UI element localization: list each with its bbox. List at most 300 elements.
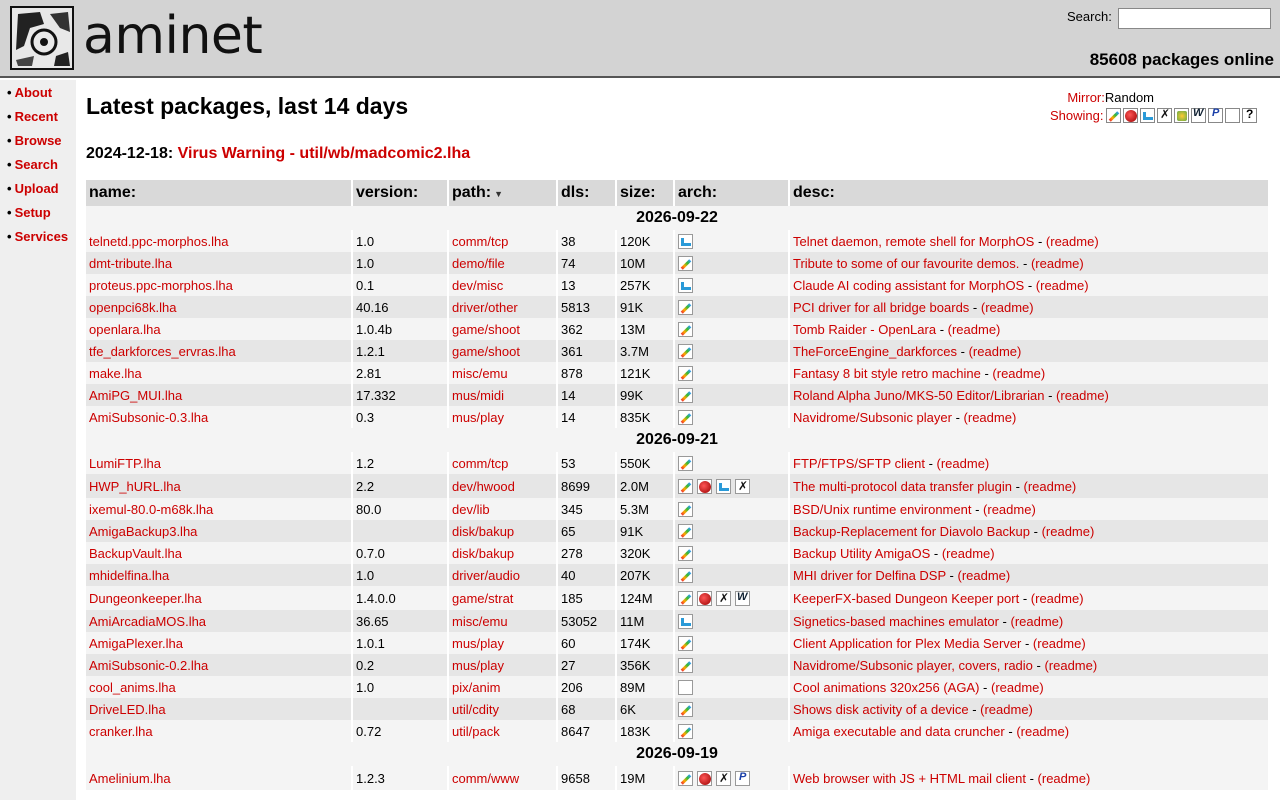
downloads-value: 5813 (561, 299, 590, 315)
header-size[interactable]: size: (617, 180, 675, 206)
downloads-value: 60 (561, 635, 576, 651)
size-cell (617, 384, 675, 406)
aminet-logo-icon[interactable] (10, 6, 74, 70)
downloads-value: 14 (561, 387, 576, 403)
path-link[interactable]: driver/other (452, 299, 518, 315)
description-link[interactable]: Signetics-based machines emulator (793, 613, 999, 629)
version-value: 40.16 (356, 299, 389, 315)
size-value: 120K (620, 233, 651, 249)
blank-filter-icon[interactable] (1225, 108, 1240, 123)
path-cell (449, 362, 558, 384)
package-name-link[interactable]: AmiArcadiaMOS.lha (89, 613, 207, 629)
readme-link[interactable]: (readme) (1030, 255, 1084, 271)
package-name-cell (86, 698, 353, 720)
os3-arch-icon (678, 322, 693, 337)
table-header-row (86, 180, 1270, 206)
description-link[interactable]: Roland Alpha Juno/MKS-50 Editor/Librarian (793, 387, 1045, 403)
separator: - (998, 613, 1011, 629)
package-name-link[interactable]: Dungeonkeeper.lha (89, 590, 202, 606)
size-value: 121K (620, 365, 651, 381)
path-link[interactable]: util/cdity (452, 701, 499, 717)
table-row (86, 498, 1270, 520)
separator: - (951, 409, 964, 425)
separator: - (968, 701, 981, 717)
downloads-cell (558, 586, 617, 610)
table-row (86, 610, 1270, 632)
sidebar-link-upload[interactable]: Upload (14, 181, 59, 196)
path-link[interactable]: mus/play (452, 657, 505, 673)
readme-link[interactable]: (readme) (1016, 723, 1070, 739)
description-link[interactable]: The multi-protocol data transfer plugin (793, 478, 1012, 494)
downloads-cell (558, 318, 617, 340)
package-name-cell (86, 406, 353, 428)
site-logo-text[interactable]: aminet (83, 6, 263, 66)
path-link[interactable]: util/pack (452, 723, 500, 739)
path-link[interactable]: demo/file (452, 255, 505, 271)
os4-arch-icon (697, 771, 712, 786)
version-value: 1.0 (356, 567, 375, 583)
morphos-arch-icon (678, 234, 693, 249)
readme-link[interactable]: (readme) (941, 545, 995, 561)
unknown-filter-icon[interactable] (1242, 108, 1257, 123)
version-cell (353, 498, 449, 520)
separator: - (1030, 523, 1042, 539)
arch-cell (675, 474, 790, 498)
bullet: • (7, 85, 12, 100)
readme-link[interactable]: (readme) (957, 567, 1011, 583)
downloads-cell (558, 474, 617, 498)
separator: - (1004, 723, 1017, 739)
description-link[interactable]: Web browser with JS + HTML mail client (793, 770, 1026, 786)
description-cell (790, 676, 1270, 698)
path-cell (449, 610, 558, 632)
package-name-cell (86, 318, 353, 340)
description-link[interactable]: Backup-Replacement for Diavolo Backup (793, 523, 1031, 539)
path-cell (449, 632, 558, 654)
sidebar-link-browse[interactable]: Browse (14, 133, 62, 148)
downloads-cell (558, 520, 617, 542)
version-value: 1.2.3 (356, 770, 385, 786)
version-cell (353, 654, 449, 676)
sidebar-item-browse[interactable] (7, 133, 62, 149)
package-name-cell (86, 520, 353, 542)
table-row (86, 676, 1270, 698)
version-cell (353, 632, 449, 654)
description-cell (790, 318, 1270, 340)
size-value: 3.7M (620, 343, 649, 359)
table-row (86, 340, 1270, 362)
sidebar-link-setup[interactable]: Setup (14, 205, 51, 220)
version-cell (353, 564, 449, 586)
readme-link[interactable]: (readme) (1037, 770, 1091, 786)
package-name-cell (86, 384, 353, 406)
package-name-link[interactable]: ixemul-80.0-m68k.lha (89, 501, 214, 517)
package-name-link[interactable]: AmiSubsonic-0.3.lha (89, 409, 209, 425)
arch-icons (678, 724, 785, 739)
header-arch[interactable]: arch: (675, 180, 790, 206)
mirror-selector[interactable] (1067, 90, 1154, 105)
warpos-arch-icon (735, 591, 750, 606)
package-name-cell (86, 766, 353, 790)
size-value: 174K (620, 635, 651, 651)
readme-link[interactable]: (readme) (963, 409, 1017, 425)
table-row (86, 362, 1270, 384)
path-cell (449, 274, 558, 296)
arch-cell (675, 498, 790, 520)
bullet: • (7, 109, 12, 124)
morphos-arch-icon (678, 614, 693, 629)
package-name-link[interactable]: AmiPG_MUI.lha (89, 387, 183, 403)
sidebar-item-services[interactable] (7, 229, 68, 245)
sidebar-link-about[interactable]: About (14, 85, 53, 100)
os4-arch-icon (697, 479, 712, 494)
readme-link[interactable]: (readme) (980, 701, 1033, 717)
table-row (86, 564, 1270, 586)
date-group-row (86, 742, 1270, 766)
header-path[interactable] (449, 180, 558, 206)
version-cell (353, 384, 449, 406)
size-cell (617, 698, 675, 720)
version-value: 2.2 (356, 478, 375, 494)
package-name-cell (86, 362, 353, 384)
bullet: • (7, 205, 12, 220)
arch-icons (678, 234, 785, 249)
version-cell (353, 274, 449, 296)
size-cell (617, 632, 675, 654)
path-cell (449, 340, 558, 362)
size-value: 89M (620, 679, 646, 695)
sidebar-item-upload[interactable] (7, 181, 59, 197)
size-value: 207K (620, 567, 651, 583)
size-cell (617, 406, 675, 428)
path-link[interactable]: game/shoot (452, 321, 520, 337)
downloads-value: 65 (561, 523, 576, 539)
arch-icons (678, 614, 785, 629)
description-link[interactable]: Amiga executable and data cruncher (793, 723, 1005, 739)
path-link[interactable]: comm/tcp (452, 233, 509, 249)
package-name-link[interactable]: openlara.lha (89, 321, 161, 337)
size-cell (617, 676, 675, 698)
package-name-link[interactable]: HWP_hURL.lha (89, 478, 181, 494)
mirror-label[interactable]: Mirror: (1067, 90, 1105, 105)
aros-filter-icon[interactable] (1157, 108, 1172, 123)
path-cell (449, 586, 558, 610)
size-value: 5.3M (620, 501, 649, 517)
downloads-value: 53052 (561, 613, 598, 629)
downloads-value: 13 (561, 277, 576, 293)
package-count: 85608 packages online (1089, 50, 1274, 69)
table-row (86, 252, 1270, 274)
version-value: 0.2 (356, 657, 375, 673)
search-input[interactable] (1118, 8, 1271, 29)
version-cell (353, 542, 449, 564)
package-name-link[interactable]: AmiSubsonic-0.2.lha (89, 657, 209, 673)
package-name-cell (86, 676, 353, 698)
downloads-value: 345 (561, 501, 583, 517)
package-table-body (86, 206, 1270, 790)
readme-link[interactable]: (readme) (992, 365, 1046, 381)
package-name-cell (86, 610, 353, 632)
path-link[interactable]: comm/www (452, 770, 520, 786)
downloads-cell (558, 362, 617, 384)
description-link[interactable]: Telnet daemon, remote shell for MorphOS (793, 233, 1035, 249)
package-name-link[interactable]: Amelinium.lha (89, 770, 171, 786)
package-name-link[interactable]: openpci68k.lha (89, 299, 177, 315)
path-cell (449, 564, 558, 586)
readme-link[interactable]: (readme) (983, 501, 1036, 517)
os3-arch-icon (678, 388, 693, 403)
description-link[interactable]: MHI driver for Delfina DSP (793, 567, 946, 583)
os3-arch-icon (678, 366, 693, 381)
os3-arch-icon (678, 636, 693, 651)
path-link[interactable]: mus/midi (452, 387, 505, 403)
morphos-filter-icon[interactable] (1140, 108, 1155, 123)
path-link[interactable]: dev/lib (452, 501, 490, 517)
table-row (86, 586, 1270, 610)
table-row (86, 520, 1270, 542)
description-cell (790, 252, 1270, 274)
sidebar-item-setup[interactable] (7, 205, 51, 221)
path-link[interactable]: disk/bakup (452, 545, 515, 561)
size-cell (617, 720, 675, 742)
version-value: 1.0 (356, 233, 375, 249)
downloads-cell (558, 542, 617, 564)
description-link[interactable]: Claude AI coding assistant for MorphOS (793, 277, 1025, 293)
date-group-label: 2026-09-19 (86, 742, 1270, 766)
size-value: 91K (620, 299, 644, 315)
size-cell (617, 230, 675, 252)
readme-link[interactable]: (readme) (1032, 635, 1086, 651)
downloads-value: 38 (561, 233, 576, 249)
readme-link[interactable]: (readme) (1041, 523, 1095, 539)
package-name-link[interactable]: cranker.lha (89, 723, 153, 739)
table-row (86, 632, 1270, 654)
table-row (86, 296, 1270, 318)
readme-link[interactable]: (readme) (1023, 478, 1077, 494)
description-link[interactable]: PCI driver for all bridge boards (793, 299, 970, 315)
header-dls[interactable]: dls: (558, 180, 617, 206)
description-link[interactable]: TheForceEngine_darkforces (793, 343, 958, 359)
arch-cell (675, 766, 790, 790)
package-name-cell (86, 654, 353, 676)
arch-icons (678, 658, 785, 673)
arch-icons (678, 568, 785, 583)
arch-icons (678, 366, 785, 381)
amigaone-filter-icon[interactable] (1174, 108, 1189, 123)
arch-icons (678, 278, 785, 293)
package-name-link[interactable]: DriveLED.lha (89, 701, 166, 717)
package-name-link[interactable]: LumiFTP.lha (89, 455, 162, 471)
readme-link[interactable]: (readme) (980, 299, 1034, 315)
arch-cell (675, 586, 790, 610)
separator: - (1034, 233, 1046, 249)
version-cell (353, 610, 449, 632)
package-name-link[interactable]: tfe_darkforces_ervras.lha (89, 343, 236, 359)
path-link[interactable]: disk/bakup (452, 523, 515, 539)
description-link[interactable]: Cool animations 320x256 (AGA) (793, 679, 980, 695)
path-cell (449, 542, 558, 564)
description-link[interactable]: Navidrome/Subsonic player (793, 409, 952, 425)
size-value: 13M (620, 321, 646, 337)
arch-cell (675, 340, 790, 362)
sidebar-link-recent[interactable]: Recent (14, 109, 58, 124)
sidebar-link-search[interactable]: Search (14, 157, 58, 172)
arch-cell (675, 564, 790, 586)
size-value: 356K (620, 657, 651, 673)
size-cell (617, 586, 675, 610)
path-link[interactable]: driver/audio (452, 567, 520, 583)
downloads-cell (558, 564, 617, 586)
header-version[interactable]: version: (353, 180, 449, 206)
arch-cell (675, 676, 790, 698)
arch-icons (678, 636, 785, 651)
news-line (86, 145, 470, 163)
downloads-cell (558, 452, 617, 474)
description-cell (790, 406, 1270, 428)
separator: - (1021, 635, 1033, 651)
package-name-cell (86, 252, 353, 274)
version-value: 1.0 (356, 679, 375, 695)
size-cell (617, 542, 675, 564)
readme-link[interactable]: (readme) (947, 321, 1001, 337)
downloads-value: 878 (561, 365, 583, 381)
path-link[interactable]: dev/misc (452, 277, 504, 293)
morphos-arch-icon (716, 479, 731, 494)
path-link[interactable]: game/strat (452, 590, 514, 606)
separator: - (945, 567, 958, 583)
header-desc[interactable]: desc: (790, 180, 1270, 206)
sidebar-item-about[interactable] (7, 85, 52, 101)
os3-arch-icon (678, 568, 693, 583)
os3-arch-icon (678, 658, 693, 673)
size-cell (617, 474, 675, 498)
version-value: 0.1 (356, 277, 375, 293)
description-link[interactable]: Shows disk activity of a device (793, 701, 969, 717)
path-link[interactable]: misc/emu (452, 365, 508, 381)
os3-arch-icon (678, 256, 693, 271)
package-name-link[interactable]: make.lha (89, 365, 142, 381)
arch-icons (678, 591, 785, 606)
version-cell (353, 474, 449, 498)
path-link[interactable]: game/shoot (452, 343, 520, 359)
arch-icons (678, 456, 785, 471)
description-link[interactable]: KeeperFX-based Dungeon Keeper port (793, 590, 1020, 606)
downloads-cell (558, 230, 617, 252)
arch-icons (678, 256, 785, 271)
path-link[interactable]: mus/play (452, 635, 505, 651)
os3-arch-icon (678, 591, 693, 606)
header-name[interactable]: name: (86, 180, 353, 206)
version-cell (353, 520, 449, 542)
package-name-link[interactable]: BackupVault.lha (89, 545, 182, 561)
separator: - (1032, 657, 1045, 673)
description-link[interactable]: Navidrome/Subsonic player, covers, radio (793, 657, 1033, 673)
package-name-link[interactable]: proteus.ppc-morphos.lha (89, 277, 233, 293)
arch-icons (678, 322, 785, 337)
readme-link[interactable]: (readme) (968, 343, 1022, 359)
readme-link[interactable]: (readme) (1044, 657, 1098, 673)
path-link[interactable]: dev/hwood (452, 478, 515, 494)
readme-link[interactable]: (readme) (1010, 613, 1064, 629)
path-link[interactable]: mus/play (452, 409, 505, 425)
readme-link[interactable]: (readme) (936, 455, 990, 471)
package-name-cell (86, 564, 353, 586)
header-path-label[interactable]: path: (452, 184, 492, 201)
description-link[interactable]: Tribute to some of our favourite demos. (793, 255, 1020, 271)
size-value: 10M (620, 255, 646, 271)
version-value: 17.332 (356, 387, 396, 403)
os3-arch-icon (678, 702, 693, 717)
description-cell (790, 766, 1270, 790)
sidebar-item-recent[interactable] (7, 109, 58, 125)
description-link[interactable]: Tomb Raider - OpenLara (793, 321, 937, 337)
readme-link[interactable]: (readme) (991, 679, 1044, 695)
description-link[interactable]: Client Application for Plex Media Server (793, 635, 1022, 651)
showing-label[interactable]: Showing: (1050, 108, 1104, 123)
readme-link[interactable]: (readme) (1030, 590, 1084, 606)
path-cell (449, 474, 558, 498)
description-link[interactable]: BSD/Unix runtime environment (793, 501, 972, 517)
os4-filter-icon[interactable] (1123, 108, 1138, 123)
description-cell (790, 384, 1270, 406)
size-cell (617, 498, 675, 520)
sidebar-item-search[interactable] (7, 157, 58, 173)
separator: - (936, 321, 948, 337)
path-link[interactable]: comm/tcp (452, 455, 509, 471)
description-link[interactable]: Backup Utility AmigaOS (793, 545, 931, 561)
arch-icons (678, 502, 785, 517)
path-link[interactable]: pix/anim (452, 679, 501, 695)
version-cell (353, 406, 449, 428)
path-link[interactable]: misc/emu (452, 613, 508, 629)
arch-icons (678, 702, 785, 717)
downloads-cell (558, 610, 617, 632)
version-value: 0.7.0 (356, 545, 385, 561)
separator: - (930, 545, 942, 561)
version-cell (353, 340, 449, 362)
table-row (86, 452, 1270, 474)
package-name-link[interactable]: dmt-tribute.lha (89, 255, 173, 271)
description-link[interactable]: Fantasy 8 bit style retro machine (793, 365, 981, 381)
path-cell (449, 252, 558, 274)
date-group-label: 2026-09-22 (86, 206, 1270, 230)
os3-filter-icon[interactable] (1106, 108, 1121, 123)
package-name-link[interactable]: telnetd.ppc-morphos.lha (89, 233, 229, 249)
package-name-link[interactable]: cool_anims.lha (89, 679, 176, 695)
downloads-cell (558, 654, 617, 676)
path-cell (449, 318, 558, 340)
arch-cell (675, 698, 790, 720)
version-value: 1.0 (356, 255, 375, 271)
powerup-filter-icon[interactable] (1208, 108, 1223, 123)
sidebar-link-services[interactable]: Services (14, 229, 69, 244)
path-cell (449, 498, 558, 520)
version-value: 1.4.0.0 (356, 590, 396, 606)
package-name-link[interactable]: AmigaBackup3.lha (89, 523, 198, 539)
downloads-value: 278 (561, 545, 583, 561)
package-name-link[interactable]: AmigaPlexer.lha (89, 635, 183, 651)
package-name-link[interactable]: mhidelfina.lha (89, 567, 170, 583)
news-link[interactable]: Virus Warning - util/wb/madcomic2.lha (177, 145, 471, 162)
warpos-filter-icon[interactable] (1191, 108, 1206, 123)
readme-link[interactable]: (readme) (1035, 277, 1089, 293)
separator: - (971, 501, 984, 517)
readme-link[interactable]: (readme) (1056, 387, 1109, 403)
size-cell (617, 318, 675, 340)
size-cell (617, 252, 675, 274)
readme-link[interactable]: (readme) (1045, 233, 1099, 249)
description-link[interactable]: FTP/FTPS/SFTP client (793, 455, 925, 471)
